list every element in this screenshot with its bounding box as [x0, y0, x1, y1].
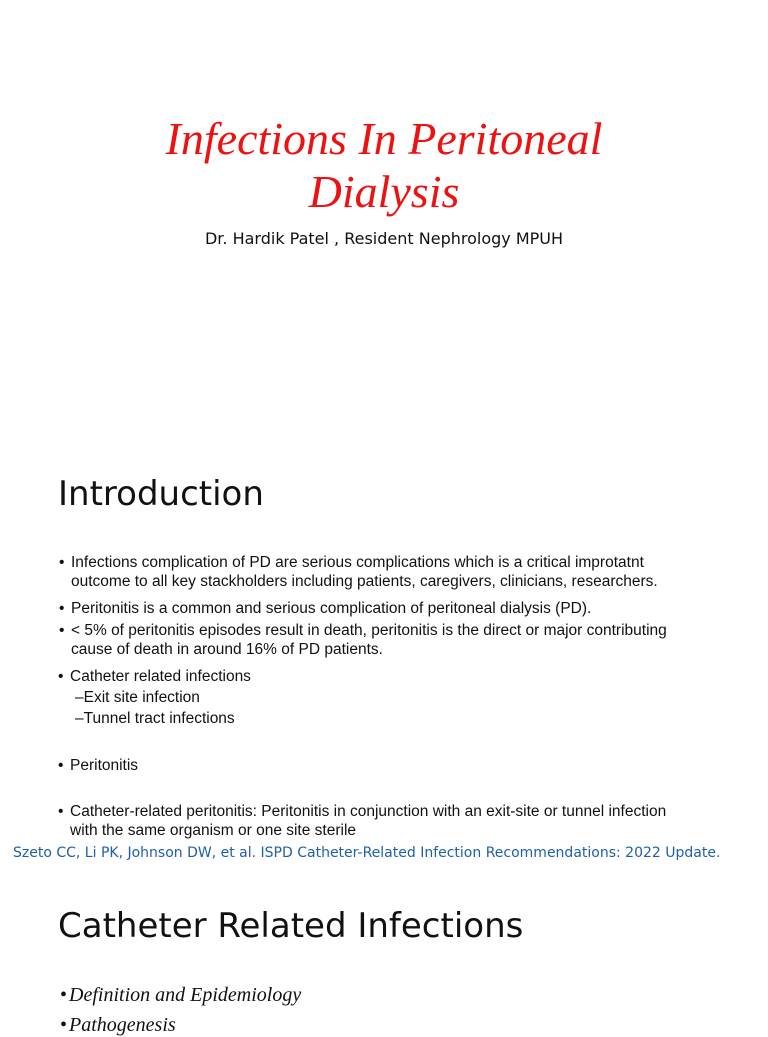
- title-line-2: Dialysis: [308, 166, 460, 217]
- sub-list-item: –Exit site infection: [75, 689, 200, 706]
- bullet-icon: •: [59, 554, 65, 571]
- title-line-1: Infections In Peritoneal: [165, 113, 603, 164]
- catheter-infections-slide: [0, 864, 768, 1036]
- list-item: • Peritonitis is a common and serious complication of peritoneal dialysis (PD).: [59, 600, 592, 617]
- presenter-subtitle: Dr. Hardik Patel , Resident Nephrology MPUH: [204, 229, 564, 248]
- introduction-slide: [0, 432, 768, 864]
- list-item: • Pathogenesis: [60, 1014, 176, 1036]
- sub-list-item: –Tunnel tract infections: [75, 710, 235, 727]
- list-item: • Definition and Epidemiology: [60, 984, 302, 1006]
- list-item: • Catheter related infections: [58, 668, 251, 685]
- slide-heading: Catheter Related Infections: [58, 906, 524, 946]
- bullet-icon: •: [58, 803, 64, 820]
- bullet-icon: •: [60, 1014, 68, 1036]
- list-item: • Infections complication of PD are serious complications which is a critical improtatnt outcome to all key stackholders including patients, caregivers, clinicians, researchers.: [59, 554, 658, 590]
- bullet-icon: •: [60, 984, 68, 1006]
- bullet-icon: •: [59, 600, 65, 617]
- list-item: • < 5% of peritonitis episodes result in death, peritonitis is the direct or major contributing cause of death in around 16% of PD patients.: [59, 622, 667, 658]
- bullet-icon: •: [58, 668, 64, 685]
- title-slide: [0, 0, 768, 432]
- bullet-icon: •: [58, 757, 64, 774]
- list-item: • Peritonitis: [58, 757, 139, 774]
- bullet-icon: •: [59, 622, 65, 639]
- citation-link[interactable]: Szeto CC, Li PK, Johnson DW, et al. ISPD Catheter-Related Infection Recommendations: 2022 Update.: [13, 845, 721, 861]
- slide-heading: Introduction: [58, 474, 264, 514]
- list-item: • Catheter-related peritonitis: Peritonitis in conjunction with an exit-site or tunnel infection with the same organism or one site sterile: [58, 803, 667, 839]
- presentation-title: [0, 112, 768, 218]
